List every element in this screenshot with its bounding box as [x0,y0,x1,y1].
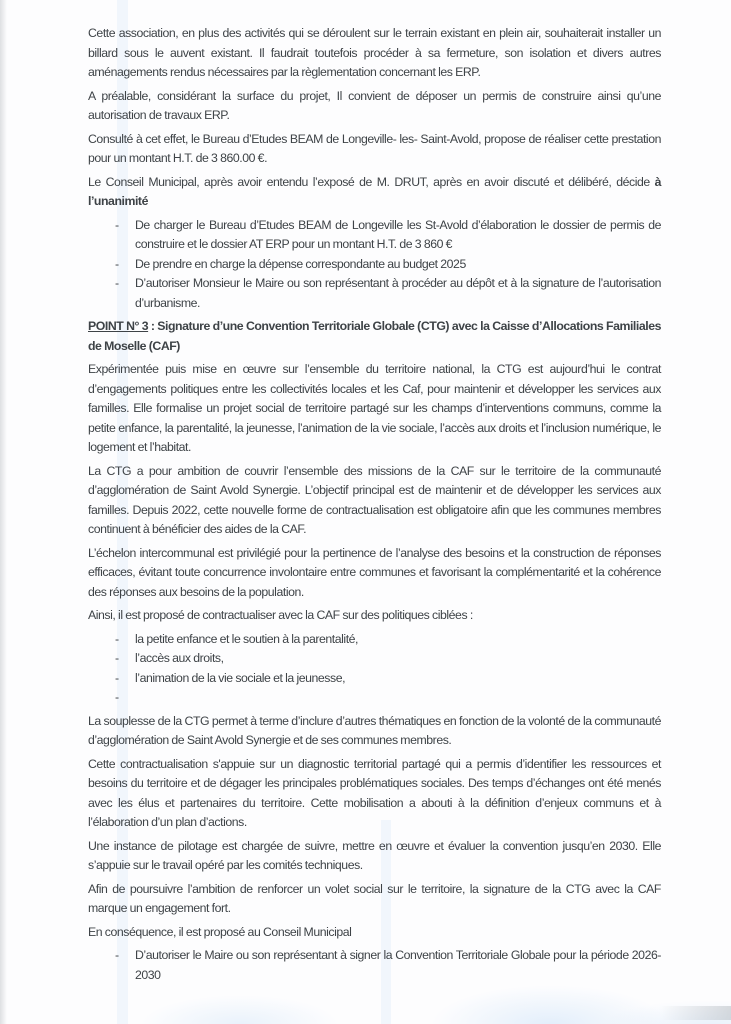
unanimite-emphasis: à l’unanimité [88,174,661,208]
paragraph-consulte: Consulté à cet effet, le Bureau d’Etudes BEAM de Longeville- les- Saint-Avold, propose de réaliser cette prestation pour un montant H.T. de 3 860.00 €. [88,131,661,165]
paragraph-association: Cette association, en plus des activités qui se déroulent sur le terrain existant en plein air, souhaiterait installer un billard sous le auvent existant. Il faudrait toutefois procéder à sa fermeture, son isolation et divers autres aménagements rendus nécessaires par la règlementation concernant les ERP. [88,26,661,79]
list-item-text: De prendre en charge la dépense correspondante au budget 2025 [135,256,466,271]
list-item-text: De charger le Bureau d’Etudes BEAM de Longeville les St-Avold d’élaboration le dossier de permis de construire et le dossier AT ERP pour un montant H.T. de 3 860 € [135,217,661,251]
paragraph-prealable: A préalable, considérant la surface du projet, Il convient de déposer un permis de construire ainsi qu’une autorisation de travaux ERP. [88,88,661,122]
dash-marker: - [115,631,119,646]
list-item-text: l’accès aux droits, [135,651,224,665]
paragraph-diagnostic: Cette contractualisation s'appuie sur un diagnostic territorial partagé qui a permis d’identifier les ressources et besoins du territoire et de dégager les principales problématiques sociales. Des temps d’échanges ont été menés avec les élus et partenaires du territoire. Cette mobilisation a abouti à la définition d’enjeux communs et à l’élaboration d’un plan d’actions. [88,756,661,829]
decision-list [88,216,661,314]
page-edge-shadow [0,0,7,1024]
list-item-text: D’autoriser Monsieur le Maire ou son représentant à procéder au dépôt et à la signature de l’autorisation d’urbanisme. [135,276,661,310]
dash-marker: - [115,948,119,962]
dash-marker: - [115,256,119,271]
paragraph-experimentee: Expérimentée puis mise en œuvre sur l’ensemble du territoire national, la CTG est aujourd’hui le contrat d’engagements politiques entre les collectivités locales et les Caf, pour maintenir et développer les services aux familles. Elle formalise un projet social de territoire partagé sur les champs d’interventions communs, comme la petite enfance, la parentalité, la jeunesse, l’animation de la vie sociale, l’accès aux droits et l’inclusion numérique, le logement et l’habitat. [88,362,661,454]
final-decision-list [88,946,661,985]
list-item [88,946,661,985]
dash-marker: - [115,690,119,704]
dash-marker: - [115,670,119,685]
dash-marker: - [115,276,119,290]
politiques-list [88,630,661,708]
paragraph-pilotage: Une instance de pilotage est chargée de suivre, mettre en œuvre et évaluer la convention jusqu’en 2030. Elle s’appuie sur le travail opéré par les comités techniques. [88,838,661,872]
list-item [88,649,661,669]
document-body [88,24,661,989]
list-item-text [135,688,661,708]
list-item [88,216,661,255]
paragraph-ctg-ambition: La CTG a pour ambition de couvrir l’ensemble des missions de la CAF sur le territoire de la communauté d’agglomération de Saint Avold Synergie. L’objectif principal est de maintenir et de développer les services aux familles. Depuis 2022, cette nouvelle forme de contractualisation est obligatoire afin que les communes membres continuent à bénéficier des aides de la CAF. [88,463,661,536]
paragraph-ambition: Afin de poursuivre l’ambition de renforcer un volet social sur le territoire, la signature de la CTG avec la CAF marque un engagement fort. [88,881,661,915]
point-number: POINT N° 3 [88,319,149,333]
scan-blot-artifact [140,995,340,1024]
dash-marker: - [115,217,119,232]
list-item [88,669,661,689]
list-item-text: l’animation de la vie sociale et la jeunesse, [135,670,346,685]
dash-marker: - [115,651,119,665]
paragraph-souplesse: La souplesse de la CTG permet à terme d’inclure d’autres thématiques en fonction de la volonté de la communauté d’agglomération de Saint Avold Synergie et de ses communes membres. [88,713,661,747]
list-item-text: D’autoriser le Maire ou son représentant à signer la Convention Territoriale Globale pour la période 2026-2030 [135,948,661,982]
list-item [88,630,661,650]
section-heading-point-3 [88,317,661,356]
list-item [88,255,661,275]
paragraph-conseil-decide [88,173,661,212]
list-item-text: la petite enfance et le soutien à la parentalité, [135,631,359,646]
scan-corner-smudge [661,1006,731,1020]
list-item-empty [88,688,661,708]
scan-blot-artifact [430,985,670,1024]
list-item [88,274,661,313]
paragraph-consequence: En conséquence, il est proposé au Conseil Municipal [88,924,352,939]
heading-separator: : [148,319,158,333]
point-title: Signature d’une Convention Territoriale Globale (CTG) avec la Caisse d’Allocations Familiales de Moselle (CAF) [88,319,661,353]
paragraph-ainsi: Ainsi, il est proposé de contractualiser avec la CAF sur des politiques ciblées : [88,608,473,622]
decision-intro: Le Conseil Municipal, après avoir entendu l’exposé de M. DRUT, après en avoir discuté et délibéré, décide [88,174,655,189]
paragraph-echelon: L’échelon intercommunal est privilégié pour la pertinence de l’analyse des besoins et la construction de réponses efficaces, évitant toute concurrence involontaire entre communes et favorisant la complémentarité et la cohérence des réponses aux besoins de la population. [88,545,661,599]
